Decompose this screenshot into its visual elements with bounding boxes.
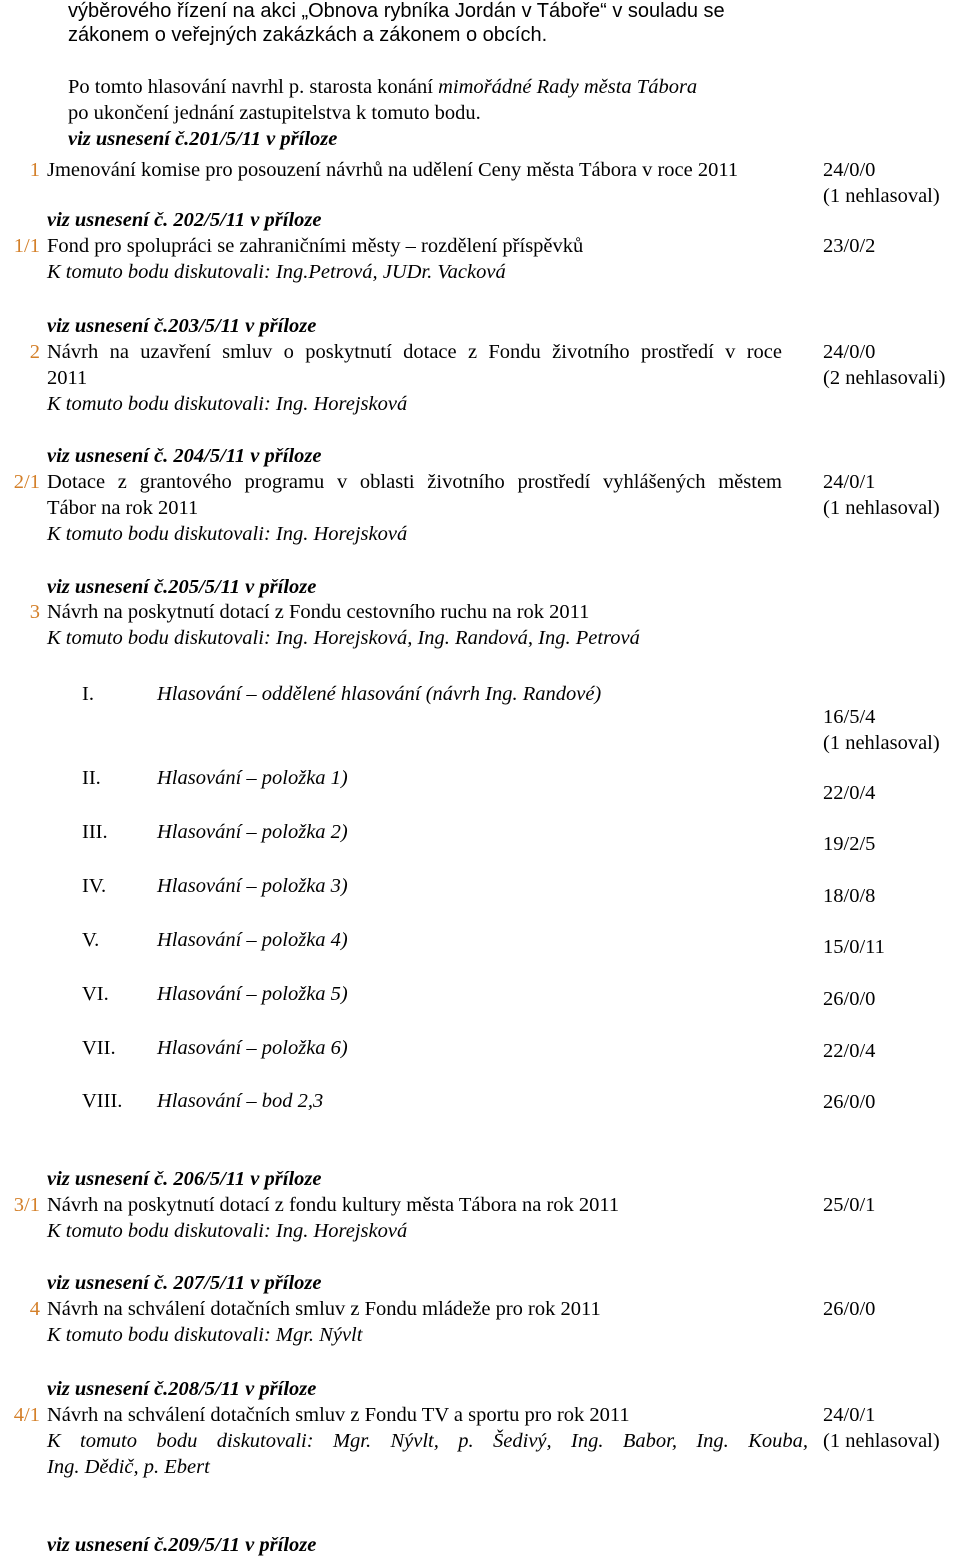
intro-line-4: po ukončení jednání zastupitelstva k tomuto bodu. bbox=[68, 102, 481, 124]
vote-result-6: 26/0/0 bbox=[823, 988, 876, 1010]
resolution-208: viz usnesení č.208/5/11 v příloze bbox=[47, 1378, 317, 1400]
vote-roman-5: V. bbox=[82, 929, 100, 951]
vote-roman-3: III. bbox=[82, 821, 108, 843]
item-vote-1: 24/0/0 bbox=[823, 159, 876, 181]
vote-result-8: 26/0/0 bbox=[823, 1091, 876, 1113]
item-vote-note-4-1: (1 nehlasoval) bbox=[823, 1430, 940, 1452]
item-discussion-2: K tomuto bodu diskutovali: Ing. Horejsková bbox=[47, 393, 408, 415]
item-vote-note-2-1: (1 nehlasoval) bbox=[823, 497, 940, 519]
item-discussion-3: K tomuto bodu diskutovali: Ing. Horejsková, Ing. Randová, Ing. Petrová bbox=[47, 627, 640, 649]
item-number-4-1: 4/1 bbox=[13, 1404, 40, 1426]
item-number-1: 1 bbox=[29, 159, 40, 181]
item-text-2-line-2: 2011 bbox=[47, 367, 88, 389]
vote-result-4: 18/0/8 bbox=[823, 885, 876, 907]
intro-line-3-italic: mimořádné Rady města Tábora bbox=[438, 76, 698, 98]
vote-roman-1: I. bbox=[82, 683, 94, 705]
vote-result-2: 22/0/4 bbox=[823, 782, 876, 804]
vote-result-5: 15/0/11 bbox=[823, 936, 885, 958]
item-vote-1-1: 23/0/2 bbox=[823, 235, 876, 257]
item-text-3-1: Návrh na poskytnutí dotací z fondu kultury města Tábora na rok 2011 bbox=[47, 1194, 620, 1216]
item-number-1-1: 1/1 bbox=[13, 235, 40, 257]
vote-label-4: Hlasování – položka 3) bbox=[157, 875, 348, 897]
item-vote-note-2: (2 nehlasovali) bbox=[823, 367, 946, 389]
item-text-4-1: Návrh na schválení dotačních smluv z Fondu TV a sportu pro rok 2011 bbox=[47, 1404, 630, 1426]
item-number-4: 4 bbox=[29, 1298, 40, 1320]
intro-line-3 bbox=[68, 74, 697, 100]
vote-roman-8: VIII. bbox=[82, 1090, 123, 1112]
item-text-3: Návrh na poskytnutí dotací z Fondu cestovního ruchu na rok 2011 bbox=[47, 601, 590, 623]
resolution-207: viz usnesení č. 207/5/11 v příloze bbox=[47, 1272, 322, 1294]
resolution-204: viz usnesení č. 204/5/11 v příloze bbox=[47, 445, 322, 467]
vote-roman-7: VII. bbox=[82, 1037, 116, 1059]
item-discussion-4: K tomuto bodu diskutovali: Mgr. Nývlt bbox=[47, 1324, 363, 1346]
intro-line-3-text: Po tomto hlasování navrhl p. starosta konání bbox=[68, 76, 439, 98]
item-vote-3-1: 25/0/1 bbox=[823, 1194, 876, 1216]
vote-roman-4: IV. bbox=[82, 875, 107, 897]
vote-result-3: 19/2/5 bbox=[823, 833, 876, 855]
item-text-2-1-line-1: Dotace z grantového programu v oblasti životního prostředí vyhlášených městem bbox=[47, 471, 782, 493]
vote-label-5: Hlasování – položka 4) bbox=[157, 929, 348, 951]
item-number-2-1: 2/1 bbox=[13, 471, 40, 493]
item-text-2-1-line-2: Tábor na rok 2011 bbox=[47, 497, 199, 519]
item-number-3-1: 3/1 bbox=[13, 1194, 40, 1216]
resolution-202: viz usnesení č. 202/5/11 v příloze bbox=[47, 209, 322, 231]
resolution-205: viz usnesení č.205/5/11 v příloze bbox=[47, 576, 317, 598]
item-vote-4-1: 24/0/1 bbox=[823, 1404, 876, 1426]
intro-line-1: výběrového řízení na akci „Obnova rybníka Jordán v Táboře“ v souladu se bbox=[68, 0, 725, 22]
item-vote-2-1: 24/0/1 bbox=[823, 471, 876, 493]
vote-label-1: Hlasování – oddělené hlasování (návrh Ing. Randové) bbox=[157, 683, 602, 705]
vote-note-1: (1 nehlasoval) bbox=[823, 732, 940, 754]
item-text-2-line-1: Návrh na uzavření smluv o poskytnutí dotace z Fondu životního prostředí v roce bbox=[47, 341, 782, 363]
vote-roman-6: VI. bbox=[82, 983, 109, 1005]
intro-line-2: zákonem o veřejných zakázkách a zákonem o obcích. bbox=[68, 24, 548, 46]
vote-label-3: Hlasování – položka 2) bbox=[157, 821, 348, 843]
item-discussion-4-1-line-2: Ing. Dědič, p. Ebert bbox=[47, 1456, 210, 1478]
item-discussion-2-1: K tomuto bodu diskutovali: Ing. Horejsková bbox=[47, 523, 408, 545]
vote-result-1: 16/5/4 bbox=[823, 706, 876, 728]
resolution-201: viz usnesení č.201/5/11 v příloze bbox=[68, 128, 338, 150]
item-discussion-4-1-line-1: K tomuto bodu diskutovali: Mgr. Nývlt, p. Šedivý, Ing. Babor, Ing. Kouba, bbox=[47, 1430, 808, 1452]
vote-result-7: 22/0/4 bbox=[823, 1040, 876, 1062]
item-vote-4: 26/0/0 bbox=[823, 1298, 876, 1320]
resolution-206: viz usnesení č. 206/5/11 v příloze bbox=[47, 1168, 322, 1190]
item-number-2: 2 bbox=[29, 341, 40, 363]
item-discussion-1-1: K tomuto bodu diskutovali: Ing.Petrová, JUDr. Vacková bbox=[47, 261, 506, 283]
vote-label-6: Hlasování – položka 5) bbox=[157, 983, 348, 1005]
resolution-203: viz usnesení č.203/5/11 v příloze bbox=[47, 315, 317, 337]
item-number-3: 3 bbox=[29, 601, 40, 623]
item-text-1: Jmenování komise pro posouzení návrhů na udělení Ceny města Tábora v roce 2011 bbox=[47, 159, 739, 181]
vote-label-2: Hlasování – položka 1) bbox=[157, 767, 348, 789]
item-discussion-3-1: K tomuto bodu diskutovali: Ing. Horejsková bbox=[47, 1220, 408, 1242]
vote-label-8: Hlasování – bod 2,3 bbox=[157, 1090, 324, 1112]
vote-label-7: Hlasování – položka 6) bbox=[157, 1037, 348, 1059]
item-text-1-1: Fond pro spolupráci se zahraničními městy – rozdělení příspěvků bbox=[47, 235, 584, 257]
item-vote-2: 24/0/0 bbox=[823, 341, 876, 363]
item-vote-note-1: (1 nehlasoval) bbox=[823, 185, 940, 207]
vote-roman-2: II. bbox=[82, 767, 101, 789]
resolution-209: viz usnesení č.209/5/11 v příloze bbox=[47, 1534, 317, 1556]
item-text-4: Návrh na schválení dotačních smluv z Fondu mládeže pro rok 2011 bbox=[47, 1298, 601, 1320]
